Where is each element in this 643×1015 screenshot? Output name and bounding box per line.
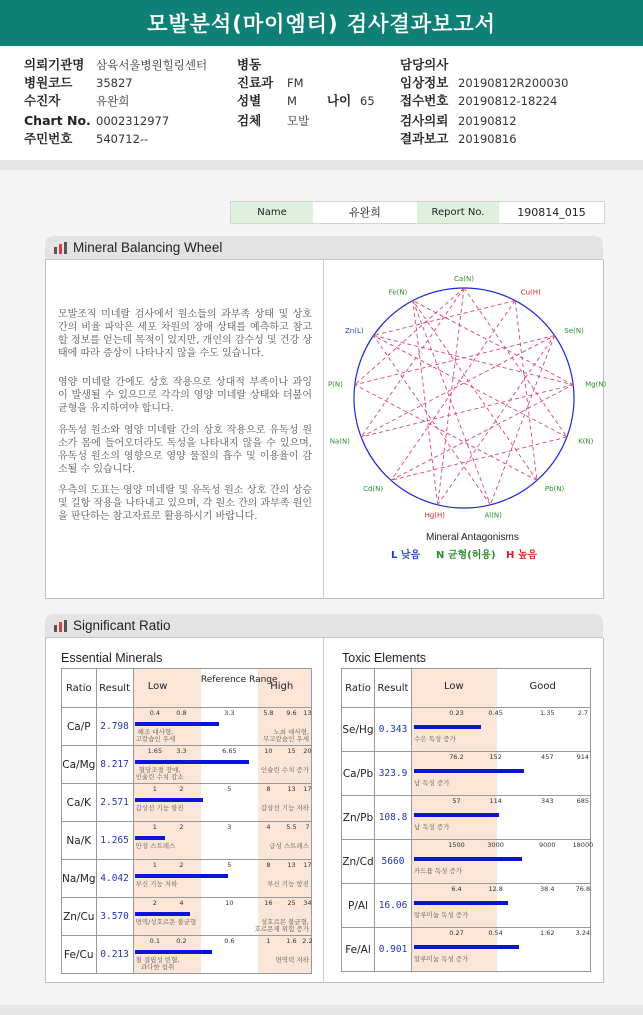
ratio-name: Zn/Cd: [342, 840, 375, 884]
note-high: 갑상선 기능 저하: [260, 804, 309, 812]
result-bar: [414, 769, 524, 773]
institution-label: 의뢰기관명: [24, 57, 85, 72]
ratio-name: Zn/Cu: [62, 898, 97, 936]
ratio-result: 8.217: [96, 746, 133, 784]
col-ratio: Ratio: [62, 669, 97, 708]
ratio-result: 0.213: [96, 936, 133, 974]
note-low: 카드뮴 독성 증가: [414, 867, 463, 875]
wheel-panel-header: [45, 236, 603, 260]
receipt-value: 20190812-18224: [458, 94, 558, 108]
range-tick: 1: [152, 823, 157, 831]
bar-chart-icon: [54, 620, 68, 632]
range-tick: 13: [303, 709, 312, 717]
wheel-node-label: Se(N): [564, 326, 584, 335]
range-tick: 0.27: [449, 929, 464, 937]
range-tick: 7: [305, 823, 310, 831]
range-tick: 2.7: [577, 709, 589, 717]
institution-value: 삼육서울병원힐링센터: [96, 58, 208, 72]
wheel-circle: [354, 288, 574, 508]
range-cell: [133, 860, 311, 898]
ratio-panel-title: Significant Ratio: [73, 618, 171, 633]
range-tick: 3000: [487, 841, 504, 849]
range-cell: [412, 752, 591, 796]
note-low: 혈당조절 장애, 인슐린 수치 감소: [135, 766, 184, 781]
range-tick: 1500: [448, 841, 465, 849]
antagonism-line: [373, 336, 566, 437]
note-low: 갑상선 기능 항진: [135, 804, 184, 812]
range-tick: 0.2: [176, 937, 187, 945]
wheel-node-label: Fe(N): [388, 288, 408, 297]
range-tick: 3.3: [224, 709, 235, 717]
range-tick: 5.8: [263, 709, 274, 717]
col-result: Result: [96, 669, 133, 708]
range-tick: 38.4: [540, 885, 555, 893]
range-cell: [133, 822, 311, 860]
ratio-name: Zn/Pb: [342, 796, 375, 840]
note-high: 노쇠 대사형, 무고칼슘인 우세: [262, 728, 309, 743]
result-bar: [135, 912, 190, 916]
note-low: 알루미늄 독성 증가: [414, 955, 469, 963]
essential-row: [62, 822, 312, 860]
range-tick: 685: [576, 797, 590, 805]
ratio-name: Na/Mg: [62, 860, 97, 898]
col-high: High: [270, 681, 294, 692]
wheel-node-label: Al(N): [484, 511, 502, 520]
ward-label: 병동: [237, 57, 262, 72]
ratio-name: Ca/K: [62, 784, 97, 822]
antagonism-line: [391, 385, 573, 481]
range-cell: [412, 928, 591, 972]
age-value: 65: [360, 94, 375, 108]
toxic-row: [342, 928, 591, 972]
dept-value: FM: [287, 76, 304, 90]
range-cell: [412, 796, 591, 840]
clinical-label: 임상정보: [400, 75, 449, 90]
antagonism-line: [373, 336, 573, 385]
wheel-node-label: Cd(N): [363, 484, 384, 493]
range-tick: 1: [152, 861, 157, 869]
range-tick: 3.3: [176, 747, 187, 755]
range-tick: 0.4: [149, 709, 161, 717]
hospital-code-value: 35827: [96, 76, 133, 90]
section-divider: [0, 160, 643, 170]
range-tick: 25: [287, 899, 296, 907]
patient-label: 수진자: [24, 93, 61, 108]
note-low: 납 독성 증가: [414, 823, 450, 831]
range-tick: 0.6: [224, 937, 235, 945]
ratio-result: 0.901: [375, 928, 412, 972]
legend-low: L 낮음: [391, 550, 421, 561]
antagonism-line: [438, 288, 464, 505]
result-bar: [414, 901, 508, 905]
result-bar: [135, 798, 202, 802]
toxic-table: [341, 668, 594, 972]
col-result: Result: [375, 669, 412, 708]
ratio-result: 16.06: [375, 884, 412, 928]
essential-row: [62, 746, 312, 784]
ratio-result: 323.9: [375, 752, 412, 796]
sex-value: M: [287, 94, 297, 108]
range-tick: 0.1: [149, 937, 161, 945]
patient-header: [0, 50, 643, 158]
result-bar: [135, 874, 227, 878]
ratio-panel-separator: [323, 638, 324, 982]
range-tick: 2.2: [302, 937, 313, 945]
patient-value: 유완희: [96, 94, 130, 108]
result-bar: [414, 857, 523, 861]
note-low: 수은 독성 증가: [414, 735, 456, 743]
chart-no-value: 0002312977: [96, 114, 170, 128]
ratio-result: 2.798: [96, 708, 133, 746]
range-tick: 5: [227, 861, 232, 869]
ratio-name: Ca/P: [62, 708, 97, 746]
ratio-name: Fe/Cu: [62, 936, 97, 974]
ratio-result: 1.265: [96, 822, 133, 860]
col-ref: Reference Range: [200, 675, 278, 685]
result-bar: [135, 760, 249, 764]
range-tick: 1.6: [286, 937, 297, 945]
wheel-node-label: Cu(H): [520, 288, 541, 297]
report-no-value: 190814_015: [517, 206, 586, 219]
ratio-name: Se/Hg: [342, 708, 375, 752]
range-tick: 343: [541, 797, 554, 805]
range-tick: 1: [266, 937, 271, 945]
range-tick: 3.24: [575, 929, 591, 937]
wheel-node-label: Zn(L): [345, 326, 364, 335]
result-bar: [414, 945, 519, 949]
ratio-result: 0.343: [375, 708, 412, 752]
note-low: 부신 기능 저하: [135, 880, 178, 888]
range-cell: [133, 746, 311, 784]
note-low: 납 독성 증가: [414, 779, 450, 787]
range-tick: 10: [264, 747, 273, 755]
range-tick: 2: [152, 899, 157, 907]
ratio-result: 108.8: [375, 796, 412, 840]
range-tick: 13: [287, 861, 296, 869]
col-low: Low: [444, 681, 464, 692]
range-tick: 114: [489, 797, 502, 805]
bar-chart-icon: [54, 242, 68, 254]
note-low: 철 결핍성 빈혈, 과다한 섭취: [135, 956, 180, 971]
range-cell: [412, 840, 594, 884]
report-title: 모발분석(마이엠티) 검사결과보고서: [0, 0, 643, 46]
range-tick: 57: [452, 797, 461, 805]
ratio-result: 5660: [375, 840, 412, 884]
col-range-header: [412, 669, 591, 708]
specimen-value: 모발: [287, 114, 310, 128]
range-tick: 6.65: [222, 747, 237, 755]
request-label: 검사의뢰: [400, 113, 449, 128]
range-tick: 34: [303, 899, 312, 907]
wheel-paragraph-2: 영양 미네랄 간에도 상호 작용으로 상대적 부족이나 과잉이 발생될 수 있으므로 각각의 영양 미네랄 상태와 더불어 균형을 유지하여야 합니다.: [58, 377, 312, 414]
ratio-name: Ca/Mg: [62, 746, 97, 784]
range-tick: 5.5: [286, 823, 297, 831]
note-high: 급성 스트레스: [269, 842, 309, 850]
range-tick: 76.8: [575, 885, 591, 893]
chart-no-label: Chart No.: [24, 113, 91, 128]
ratio-name: Ca/Pb: [342, 752, 375, 796]
antagonism-line: [391, 301, 515, 481]
wheel-paragraph-3: 유독성 원소와 영양 미네랄 간의 상호 작용으로 유독성 원소가 몸에 들어오더라도 독성을 나타내지 않을 수 있으며, 유독성 원소의 영향으로 영양 물질의 흡수 및 이용율이 감소될 수 있습니다.: [58, 425, 312, 475]
col-ratio: Ratio: [342, 669, 375, 708]
range-cell: [412, 708, 591, 752]
range-cell: [133, 708, 311, 746]
clinical-value: 20190812R200030: [458, 76, 569, 90]
wheel-paragraph-1: 모발조직 미네랄 검사에서 원소들의 과부족 상태 및 상호간의 비율 파악은 세포 차원의 장애 상태를 예측하고 참고할 정보를 얻는데 목적이 있지만, 개인의 감수성 및 건강 상태에 따라 증상이 나타나지 않을 수도 있습니다.: [58, 309, 312, 359]
range-tick: 0.45: [488, 709, 503, 717]
col-range-header: [133, 669, 311, 708]
range-tick: 0.23: [449, 709, 464, 717]
range-cell: [133, 898, 311, 936]
range-tick: 18000: [572, 841, 594, 849]
ratio-name: Na/K: [62, 822, 97, 860]
col-low: Low: [147, 681, 168, 692]
range-tick: 0.8: [176, 709, 187, 717]
result-bar: [414, 725, 482, 729]
result-bar: [135, 950, 211, 954]
ratio-name: Fe/Al: [342, 928, 375, 972]
range-tick: 4: [179, 899, 184, 907]
antagonism-line: [413, 301, 490, 505]
wheel-node-label: Ca(N): [454, 275, 474, 283]
result-bar: [135, 722, 218, 726]
bottom-divider: [0, 1005, 643, 1015]
range-tick: 1.65: [147, 747, 163, 755]
range-tick: 3: [227, 823, 232, 831]
essential-row: [62, 784, 312, 822]
range-tick: 5: [227, 785, 232, 793]
range-tick: 9000: [538, 841, 556, 849]
legend-high: H 높음: [506, 550, 538, 561]
report-date-value: 20190816: [458, 132, 517, 146]
range-cell: [412, 884, 591, 928]
ratio-panel-body: [45, 638, 604, 983]
hospital-code-label: 병원코드: [24, 75, 73, 90]
wheel-node-label: Na(N): [329, 437, 350, 446]
note-low: 면역/성호르몬 불균형: [135, 918, 197, 926]
range-tick: 8: [266, 785, 271, 793]
note-high: 인슐린 수치 증가: [260, 766, 309, 774]
receipt-label: 접수번호: [400, 93, 449, 108]
range-tick: 17: [303, 785, 312, 793]
range-tick: 10: [225, 899, 234, 907]
antagonism-line: [490, 336, 554, 505]
wheel-panel-title: Mineral Balancing Wheel: [73, 240, 223, 255]
essential-header-row: [62, 669, 312, 708]
range-tick: 1: [152, 785, 157, 793]
essential-title: Essential Minerals: [61, 651, 163, 665]
antagonism-line: [355, 385, 537, 481]
result-bar: [414, 813, 499, 817]
toxic-row: [342, 884, 591, 928]
range-tick: 1.62: [540, 929, 555, 937]
wheel-node-label: K(N): [578, 437, 594, 446]
range-tick: 8: [266, 861, 271, 869]
essential-row: [62, 708, 312, 746]
request-value: 20190812: [458, 114, 517, 128]
wheel-node-label: Mg(N): [585, 380, 607, 389]
wheel-paragraph-4: 우측의 도표는 영양 미네랄 및 유독성 원소 상호 간의 상승 및 길항 작용을 나타내고 있으며, 각 원소 간의 과부족 원인을 판단하는 참고자료로 활용하시기 바랍니다.: [58, 485, 312, 522]
wheel-node-label: P(N): [327, 380, 343, 389]
range-tick: 15: [287, 747, 296, 755]
essential-row: [62, 936, 312, 974]
toxic-header-row: [342, 669, 591, 708]
col-good: Good: [529, 681, 556, 692]
range-tick: 17: [303, 861, 312, 869]
toxic-row: [342, 708, 591, 752]
note-low: 만성 스트레스: [135, 842, 176, 850]
range-tick: 16: [264, 899, 273, 907]
ratio-name: P/Al: [342, 884, 375, 928]
essential-row: [62, 898, 312, 936]
toxic-row: [342, 840, 591, 884]
name-value: 유완희: [349, 206, 381, 219]
range-cell: [133, 936, 311, 974]
dept-label: 진료과: [237, 75, 274, 90]
ratio-result: 4.042: [96, 860, 133, 898]
range-tick: 457: [541, 753, 554, 761]
range-tick: 2: [179, 823, 184, 831]
antagonism-line: [373, 301, 515, 336]
range-tick: 2: [179, 861, 184, 869]
toxic-row: [342, 752, 591, 796]
antagonisms-title: Mineral Antagonisms: [426, 532, 519, 543]
antagonism-line: [361, 385, 573, 437]
range-tick: 76.2: [449, 753, 464, 761]
range-tick: 20: [303, 747, 312, 755]
toxic-title: Toxic Elements: [342, 651, 427, 665]
wheel-node-label: Pb(N): [544, 484, 565, 493]
id-label: 주민번호: [24, 131, 73, 146]
range-tick: 13: [287, 785, 296, 793]
note-high: 면역력 저하: [275, 956, 309, 964]
range-tick: 12.8: [488, 885, 503, 893]
ratio-result: 2.571: [96, 784, 133, 822]
specimen-label: 검체: [237, 113, 262, 128]
ratio-result: 3.570: [96, 898, 133, 936]
note-high: 부신 기능 항진: [267, 880, 309, 888]
legend-normal: N 균형(허용): [436, 550, 496, 561]
range-tick: 152: [489, 753, 502, 761]
toxic-row: [342, 796, 591, 840]
report-date-label: 결과보고: [400, 131, 449, 146]
age-label: 나이: [327, 93, 352, 108]
range-tick: 6.4: [451, 885, 462, 893]
range-tick: 2: [179, 785, 184, 793]
wheel-node-label: Hg(H): [424, 511, 446, 520]
sex-label: 성별: [237, 93, 262, 108]
name-report-box: [230, 201, 605, 224]
range-tick: 4: [266, 823, 271, 831]
id-value: 540712--: [96, 132, 149, 146]
note-low: 해조 대사형, 고칼슘인 우세: [135, 728, 176, 743]
report-no-label: Report No.: [417, 202, 499, 223]
range-tick: 9.6: [286, 709, 297, 717]
ratio-panel-header: [45, 614, 603, 638]
range-tick: 0.54: [488, 929, 503, 937]
range-tick: 1.35: [540, 709, 555, 717]
name-label: Name: [231, 202, 313, 223]
essential-table: [61, 668, 312, 974]
essential-row: [62, 860, 312, 898]
wheel-panel-body: [45, 260, 607, 599]
result-bar: [135, 836, 165, 840]
range-tick: 914: [576, 753, 590, 761]
doctor-label: 담당의사: [400, 57, 449, 72]
note-high: 성호르몬 불균형, 호르몬제 위험 증가: [254, 918, 309, 933]
range-cell: [133, 784, 311, 822]
note-low: 알루미늄 독성 증가: [414, 911, 469, 919]
antagonism-line: [373, 336, 490, 505]
